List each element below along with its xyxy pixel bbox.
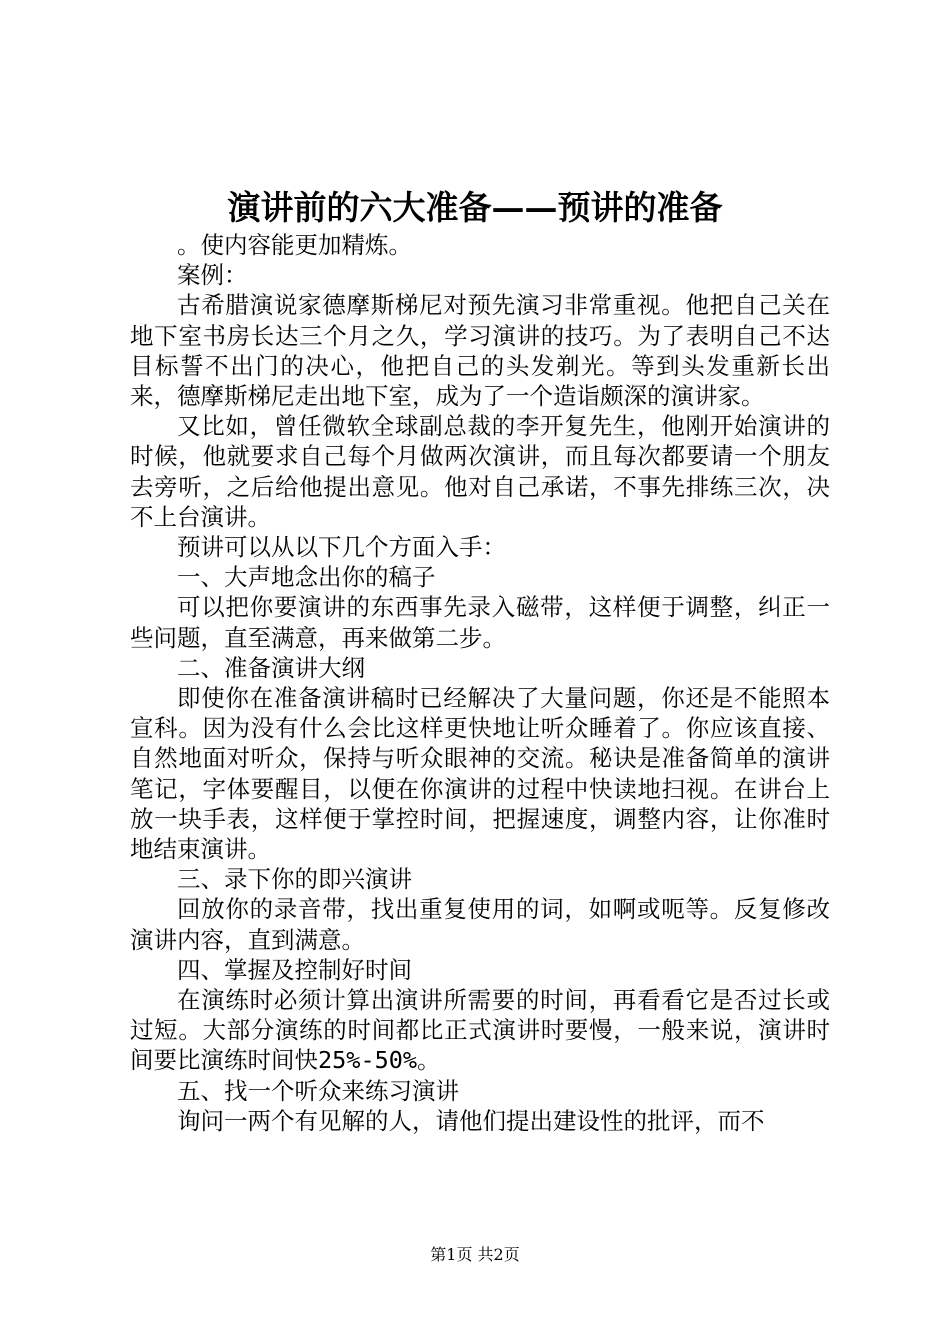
paragraph: 又比如，曾任微软全球副总裁的李开复先生，他刚开始演讲的时候，他就要求自己每个月做两次演讲，而且每次都要请一个朋友去旁听，之后给他提出意见。他对自己承诺，不事先排练三次，决不上台演讲。 [130, 412, 830, 531]
paragraph: 古希腊演说家德摩斯梯尼对预先演习非常重视。他把自己关在地下室书房长达三个月之久，学习演讲的技巧。为了表明自己不达目标誓不出门的决心，他把自己的头发剃光。等到头发重新长出来，德摩斯梯尼走出地下室，成为了一个造诣颇深的演讲家。 [130, 291, 830, 411]
paragraph: 预讲可以从以下几个方面入手： [177, 533, 506, 562]
section-heading: 二、准备演讲大纲 [177, 653, 365, 682]
document-body [130, 230, 830, 1136]
paragraph: 询问一两个有见解的人，请他们提出建设性的批评，而不 [177, 1106, 765, 1135]
paragraph: 在演练时必须计算出演讲所需要的时间，再看看它是否过长或过短。大部分演练的时间都比正式演讲时要慢，一般来说，演讲时间要比演练时间快25%-50%。 [130, 986, 830, 1075]
paragraph: 回放你的录音带，找出重复使用的词，如啊或呃等。反复修改演讲内容，直到满意。 [130, 895, 830, 954]
paragraph: 案例： [177, 261, 248, 290]
section-heading: 一、大声地念出你的稿子 [177, 563, 436, 592]
section-heading: 三、录下你的即兴演讲 [177, 865, 412, 894]
page-footer: 第1页 共2页 [430, 1245, 520, 1264]
paragraph: 可以把你要演讲的东西事先录入磁带，这样便于调整，纠正一些问题，直至满意，再来做第二步。 [130, 593, 830, 652]
paragraph: 即使你在准备演讲稿时已经解决了大量问题，你还是不能照本宣科。因为没有什么会比这样更快地让听众睡着了。你应该直接、自然地面对听众，保持与听众眼神的交流。秘诀是准备简单的演讲笔记，字体要醒目，以便在你演讲的过程中快读地扫视。在讲台上放一块手表，这样便于掌控时间，把握速度，调整内容，让你准时地结束演讲。 [130, 684, 830, 864]
document-title: 演讲前的六大准备——预讲的准备 [227, 188, 723, 227]
section-heading: 四、掌握及控制好时间 [177, 955, 412, 984]
section-heading: 五、找一个听众来练习演讲 [177, 1076, 459, 1105]
paragraph: 。使内容能更加精炼。 [177, 231, 412, 259]
